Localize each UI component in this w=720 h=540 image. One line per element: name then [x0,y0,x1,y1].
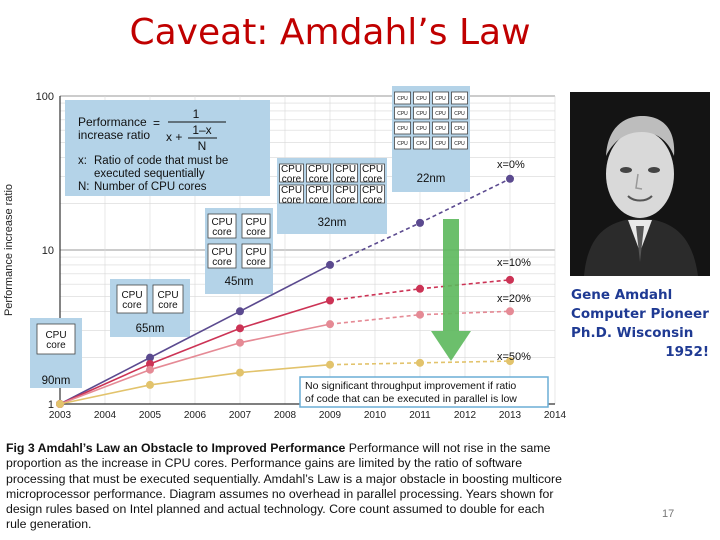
x-tick-label: 2006 [183,410,207,421]
cpu-core-label: core [212,227,232,238]
x-tick-label: 2008 [273,410,297,421]
cpu-core-label: CPU [454,126,465,132]
x-tick-label: 2013 [498,410,522,421]
cpu-core-label: core [246,227,266,238]
cpu-core-label: core [335,195,356,206]
series-label: x=0% [497,159,525,171]
series-label: x=10% [497,257,531,269]
formula-numerator: 1 [192,107,200,121]
y-tick-label: 1 [47,399,54,411]
series-point [326,261,334,269]
cpu-core-label: CPU [280,185,303,196]
formula-def-n-label: N: [78,181,90,193]
cpu-core-label: core [212,257,232,268]
cpu-core-label: CPU [361,164,384,175]
cpu-core-label: core [308,174,329,185]
series-point [416,285,424,293]
cpu-core-label: CPU [211,217,233,228]
y-tick-label: 10 [41,245,54,257]
cpu-core-label: CPU [397,96,408,102]
x-tick-label: 2014 [543,410,567,421]
cpu-core-label: CPU [435,111,446,117]
figure-caption-text: Performance will not rise in the same proportion as the increase in CPU cores. Performance gains are limited by the ratio of software processing that must be executed sequentially. Amdahl’s Law is a major obstacle in boosting multicore microprocessor performance. Diagram assumes no overhead in parallel processing. Years shown for design rules based on Intel planned and actual technology. Core count assumed to double for each rule generation. [6,441,562,532]
series-label: x=20% [497,293,531,305]
series-point [326,361,334,369]
series-point [506,175,514,183]
figure-caption [6,441,562,533]
series-point [506,276,514,284]
person-name: Gene Amdahl [571,287,673,303]
cpu-core-label: core [362,174,383,185]
process-node-label: 45nm [224,276,254,288]
cpu-core-label: CPU [245,247,267,258]
cpu-core-label: CPU [435,141,446,147]
cpu-core-label: CPU [121,290,143,301]
cpu-core-label: CPU [397,126,408,132]
series-point [56,400,64,408]
series-label: x=50% [497,351,531,363]
cpu-core-label: CPU [397,141,408,147]
formula-den-frac-top: 1–x [192,123,212,137]
cpu-core-label: CPU [454,141,465,147]
cpu-core-label: core [46,340,66,351]
gene-amdahl-photo [570,92,710,276]
cpu-core-label: CPU [280,164,303,175]
cpu-core-label: core [122,300,142,311]
x-tick-label: 2011 [409,410,431,421]
cpu-core-label: CPU [416,96,427,102]
series-point [326,320,334,328]
formula-eq: = [153,116,161,130]
y-tick-label: 100 [35,91,54,103]
cpu-core-label: CPU [416,111,427,117]
series-point [236,307,244,315]
series-point [416,359,424,367]
figure-caption-label: Fig 3 Amdahl’s Law an Obstacle to Improved Performance [6,441,346,455]
slide-title: Caveat: Amdahl’s Law [129,12,531,53]
cpu-core-label: CPU [307,185,330,196]
person-role: Computer Pioneer [571,306,709,322]
cpu-core-label: core [308,195,329,206]
cpu-core-label: CPU [45,330,67,341]
formula-def-x-line1: Ratio of code that must be [94,155,229,167]
x-tick-label: 2010 [363,410,387,421]
person-year: 1952! [665,344,709,360]
x-tick-label: 2004 [93,410,117,421]
person-degree: Ph.D. Wisconsin [571,325,694,341]
x-tick-label: 2009 [318,410,342,421]
cpu-core-label: core [246,257,266,268]
cpu-core-label: CPU [157,290,179,301]
series-point [236,339,244,347]
formula-lhs-bottom: increase ratio [78,128,151,142]
cpu-core-label: CPU [245,217,267,228]
x-tick-label: 2005 [138,410,162,421]
series-point [506,307,514,315]
formula-lhs-top: Performance [78,115,147,129]
person-caption [571,286,709,362]
series-point [416,219,424,227]
amdahl-chart [0,86,570,441]
process-node-label: 90nm [41,375,71,387]
cpu-core-label: CPU [397,111,408,117]
x-tick-label: 2012 [453,410,477,421]
series-point [416,311,424,319]
series-point [236,369,244,377]
process-node-label: 32nm [317,217,347,229]
cpu-core-label: CPU [416,141,427,147]
cpu-core-label: core [158,300,178,311]
cpu-core-label: CPU [454,96,465,102]
process-node-label: 22nm [416,173,446,185]
annotation-line1: No significant throughput improvement if ratio [305,380,517,392]
cpu-core-label: core [362,195,383,206]
cpu-core-label: core [281,174,302,185]
cpu-core-label: CPU [211,247,233,258]
cpu-core-label: CPU [334,185,357,196]
y-axis-label: Performance increase ratio [3,183,15,317]
formula-den-x: x + [166,130,183,144]
annotation-line2: of code that can be executed in parallel is low [305,393,517,405]
x-tick-label: 2007 [228,410,252,421]
x-tick-label: 2003 [48,410,72,421]
formula-def-x-line2: executed sequentially [94,168,205,180]
cpu-core-label: CPU [454,111,465,117]
formula-den-frac-bot: N [197,139,207,153]
series-point [146,366,154,374]
cpu-core-label: CPU [416,126,427,132]
cpu-core-label: CPU [361,185,384,196]
cpu-core-label: CPU [435,126,446,132]
formula-def-n: Number of CPU cores [94,181,207,193]
formula-def-x-label: x: [78,155,87,167]
series-point [146,381,154,389]
cpu-core-label: core [335,174,356,185]
page-number: 17 [662,508,675,520]
cpu-core-label: CPU [435,96,446,102]
series-point [326,296,334,304]
process-node-label: 65nm [135,323,165,335]
cpu-core-label: core [281,195,302,206]
cpu-core-label: CPU [334,164,357,175]
series-point [236,324,244,332]
cpu-core-label: CPU [307,164,330,175]
